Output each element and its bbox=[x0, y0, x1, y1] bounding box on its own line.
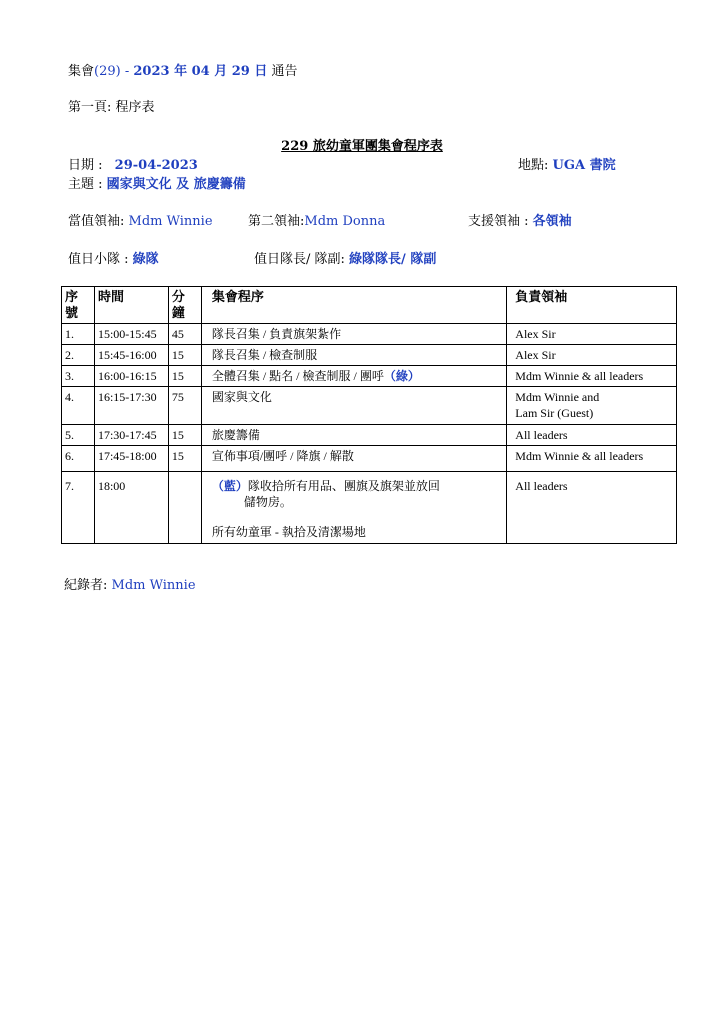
table-row bbox=[62, 366, 677, 387]
notice-date: 2023 年 04 月 29 日 bbox=[133, 64, 268, 79]
row-no: 6. bbox=[62, 446, 95, 472]
row-no: 4. bbox=[62, 387, 95, 425]
duty-patrol-value: 綠隊隊長/ 隊副 bbox=[349, 252, 437, 267]
row-time: 17:30-17:45 bbox=[94, 425, 168, 446]
squad-color-tag: （綠） bbox=[383, 369, 420, 383]
notice-title bbox=[68, 60, 298, 79]
row-minutes: 75 bbox=[168, 387, 201, 425]
venue-label: 地點: bbox=[518, 158, 549, 173]
header-leader: 負責領袖 bbox=[507, 287, 677, 324]
row-program: 旅慶籌備 bbox=[201, 425, 506, 446]
table-row bbox=[62, 387, 677, 425]
row-program bbox=[201, 366, 506, 387]
schedule-table bbox=[61, 286, 677, 544]
date-value: 29-04-2023 bbox=[114, 158, 198, 173]
support-leader bbox=[468, 210, 572, 229]
theme-label: 主題 : bbox=[68, 177, 103, 192]
row-time: 15:45-16:00 bbox=[94, 345, 168, 366]
row-minutes: 15 bbox=[168, 446, 201, 472]
duty-leader-value: Mdm Winnie bbox=[128, 214, 213, 229]
venue-line bbox=[518, 154, 616, 173]
venue-value: UGA 書院 bbox=[552, 158, 616, 173]
row-program-line bbox=[212, 478, 503, 494]
date-label: 日期 : bbox=[68, 158, 103, 173]
row-no: 2. bbox=[62, 345, 95, 366]
row-program-spacer bbox=[212, 510, 503, 524]
row-leader bbox=[507, 387, 677, 425]
header-time: 時間 bbox=[94, 287, 168, 324]
row-minutes: 45 bbox=[168, 324, 201, 345]
row-minutes: 15 bbox=[168, 366, 201, 387]
recorder-value: Mdm Winnie bbox=[111, 578, 196, 593]
row-program-text: 全體召集 / 點名 / 檢查制服 / 團呼 bbox=[211, 369, 384, 383]
row-time: 15:00-15:45 bbox=[94, 324, 168, 345]
row-leader: Mdm Winnie & all leaders bbox=[507, 446, 677, 472]
row-leader-line: Mdm Winnie and bbox=[515, 390, 600, 404]
notice-suffix: 通告 bbox=[271, 64, 298, 79]
row-time: 18:00 bbox=[94, 472, 168, 544]
document-title: 229 旅幼童軍團集會程序表 bbox=[281, 139, 443, 154]
notice-number: (29) - bbox=[94, 64, 130, 79]
row-minutes bbox=[168, 472, 201, 544]
squad-color-tag: （藍） bbox=[211, 479, 248, 493]
row-minutes: 15 bbox=[168, 345, 201, 366]
duty-leader bbox=[68, 210, 213, 229]
row-program: 隊長召集 / 檢查制服 bbox=[201, 345, 506, 366]
row-program: 宣佈事項/團呼 / 降旗 / 解散 bbox=[201, 446, 506, 472]
second-leader bbox=[248, 210, 385, 229]
row-leader: Mdm Winnie & all leaders bbox=[507, 366, 677, 387]
row-leader-line: Lam Sir (Guest) bbox=[515, 406, 594, 420]
table-row bbox=[62, 425, 677, 446]
row-program-line: 所有幼童軍 - 執拾及清潔場地 bbox=[211, 525, 366, 539]
recorder-label: 紀錄者: bbox=[64, 578, 108, 593]
header-no: 序號 bbox=[62, 287, 95, 324]
second-leader-label: 第二領袖: bbox=[248, 214, 305, 229]
row-program bbox=[201, 472, 506, 544]
duty-squad-label: 值日小隊 : bbox=[68, 252, 129, 267]
row-no: 1. bbox=[62, 324, 95, 345]
row-leader: All leaders bbox=[507, 472, 677, 544]
row-program: 隊長召集 / 負責旗架紮作 bbox=[201, 324, 506, 345]
row-leader: Alex Sir bbox=[507, 345, 677, 366]
support-leader-value: 各領袖 bbox=[532, 214, 572, 229]
second-leader-value: Mdm Donna bbox=[304, 214, 386, 229]
row-minutes: 15 bbox=[168, 425, 201, 446]
table-row bbox=[62, 472, 677, 544]
row-leader: Alex Sir bbox=[507, 324, 677, 345]
table-row bbox=[62, 324, 677, 345]
page-label: 第一頁: 程序表 bbox=[68, 100, 155, 115]
row-program: 國家與文化 bbox=[201, 387, 506, 425]
date-line bbox=[68, 154, 198, 173]
theme-line bbox=[68, 173, 246, 192]
row-time: 16:15-17:30 bbox=[94, 387, 168, 425]
duty-patrol-label: 值日隊長/ 隊副: bbox=[254, 252, 345, 267]
notice-prefix: 集會 bbox=[68, 64, 95, 79]
row-program-line: 儲物房。 bbox=[243, 495, 292, 509]
support-leader-label: 支援領袖 : bbox=[468, 214, 529, 229]
row-no: 5. bbox=[62, 425, 95, 446]
row-no: 3. bbox=[62, 366, 95, 387]
duty-squad-value: 綠隊 bbox=[132, 252, 159, 267]
row-time: 16:00-16:15 bbox=[94, 366, 168, 387]
header-program: 集會程序 bbox=[201, 287, 506, 324]
table-row bbox=[62, 345, 677, 366]
duty-patrol bbox=[254, 248, 436, 267]
row-no: 7. bbox=[62, 472, 95, 544]
duty-squad bbox=[68, 248, 159, 267]
table-header-row bbox=[62, 287, 677, 324]
duty-leader-label: 當值領袖: bbox=[68, 214, 125, 229]
recorder-line bbox=[64, 574, 196, 593]
row-leader: All leaders bbox=[507, 425, 677, 446]
row-program-text: 隊收拾所有用品、團旗及旗架並放回 bbox=[247, 479, 440, 493]
row-time: 17:45-18:00 bbox=[94, 446, 168, 472]
table-row bbox=[62, 446, 677, 472]
theme-value: 國家與文化 及 旅慶籌備 bbox=[106, 177, 246, 192]
header-minutes: 分鐘 bbox=[168, 287, 201, 324]
